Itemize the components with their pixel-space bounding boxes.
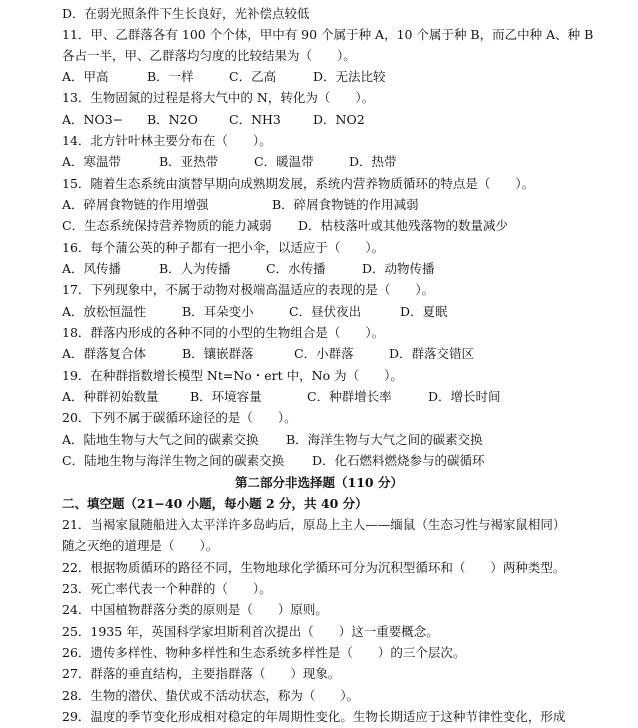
q13-option-a[interactable]: A．NO3−: [62, 112, 124, 127]
q24-text: 24．中国植物群落分类的原则是（ ）原则。: [62, 602, 328, 617]
q11-option-d[interactable]: D．无法比较: [313, 69, 386, 84]
q20-option-d[interactable]: D．化石燃料燃烧参与的碳循环: [312, 453, 485, 468]
q15-option-d[interactable]: D．枯枝落叶或其他残落物的数量减少: [298, 218, 509, 233]
q12-option-d: D．在弱光照条件下生长良好，光补偿点较低: [62, 6, 310, 21]
q17-option-a[interactable]: A．放松恒温性: [62, 304, 147, 319]
q14-option-d[interactable]: D．热带: [349, 154, 397, 169]
q18-option-d[interactable]: D．群落交错区: [389, 346, 475, 361]
q15-text: 15．随着生态系统由演替早期向成熟期发展，系统内营养物质循环的特点是（ ）。: [62, 176, 535, 191]
q20-option-c[interactable]: C．陆地生物与海洋生物之间的碳素交换: [62, 453, 285, 468]
q16-option-c[interactable]: C．水传播: [266, 261, 326, 276]
q14-option-a[interactable]: A．寒温带: [62, 154, 122, 169]
q17-option-b[interactable]: B．耳朵变小: [182, 304, 254, 319]
q27-text: 27．群落的垂直结构，主要指群落（ ）现象。: [62, 666, 341, 681]
q14-text: 14．北方针叶林主要分布在（ ）。: [62, 133, 272, 148]
q19-option-c[interactable]: C．种群增长率: [307, 389, 392, 404]
q20-option-a[interactable]: A．陆地生物与大气之间的碳素交换: [62, 432, 259, 447]
q21-text-line2: 随之灭绝的道理是（ ）。: [62, 538, 219, 553]
q13-text: 13．生物固氮的过程是将大气中的 N，转化为（ ）。: [62, 90, 375, 105]
q18-text: 18．群落内形成的各种不同的小型的生物组合是（ ）。: [62, 325, 385, 340]
q18-option-a[interactable]: A．群落复合体: [62, 346, 147, 361]
q17-option-d[interactable]: D．夏眠: [400, 304, 448, 319]
q15-option-c[interactable]: C．生态系统保持营养物质的能力减弱: [62, 218, 272, 233]
q15-option-a[interactable]: A．碎屑食物链的作用增强: [62, 197, 209, 212]
q13-option-b[interactable]: B．N2O: [147, 112, 198, 127]
q15-option-b[interactable]: B．碎屑食物链的作用减弱: [272, 197, 419, 212]
q22-text: 22．根据物质循环的路径不同，生物地球化学循环可分为沉积型循环和（ ）两种类型。: [62, 560, 566, 575]
q16-option-a[interactable]: A．风传播: [62, 261, 122, 276]
q16-option-d[interactable]: D．动物传播: [362, 261, 435, 276]
q29-text: 29．温度的季节变化形成相对稳定的年周期性变化。生物长期适应于这种节律性变化，形成: [62, 709, 566, 724]
q19-option-b[interactable]: B．环境容量: [190, 389, 262, 404]
q19-option-d[interactable]: D．增长时间: [428, 389, 501, 404]
q16-option-b[interactable]: B．人为传播: [159, 261, 231, 276]
part-two-title: 第二部分非选择题（110 分）: [235, 475, 403, 490]
q25-text: 25．1935 年，英国科学家坦斯利首次提出（ ）这一重要概念。: [62, 624, 439, 639]
q11-text-line2: 各占一半，甲、乙群落均匀度的比较结果为（ ）。: [62, 48, 356, 63]
q21-text-line1: 21．当褐家鼠随船进入太平洋许多岛屿后，原岛上主人——缅鼠（生态习性与褐家鼠相同）: [62, 517, 566, 532]
q19-text: 19．在种群指数增长模型 Nt=No・ert 中，No 为（ ）。: [62, 368, 403, 383]
q26-text: 26．遗传多样性、物种多样性和生态系统多样性是（ ）的三个层次。: [62, 645, 466, 660]
q11-option-c[interactable]: C．乙高: [229, 69, 277, 84]
q18-option-b[interactable]: B．镶嵌群落: [182, 346, 254, 361]
fill-in-section-title: 二、填空题（21−40 小题，每小题 2 分，共 40 分）: [62, 496, 368, 511]
q13-option-c[interactable]: C．NH3: [229, 112, 281, 127]
q23-text: 23．死亡率代表一个种群的（ ）。: [62, 581, 272, 596]
q20-text: 20．下列不属于碳循环途径的是（ ）。: [62, 410, 297, 425]
q28-text: 28．生物的潜伏、蛰伏或不活动状态，称为（ ）。: [62, 688, 360, 703]
q16-text: 16．每个蒲公英的种子都有一把小伞，以适应于（ ）。: [62, 240, 385, 255]
q17-option-c[interactable]: C．昼伏夜出: [289, 304, 362, 319]
q18-option-c[interactable]: C．小群落: [294, 346, 354, 361]
q19-option-a[interactable]: A．种群初始数量: [62, 389, 159, 404]
q14-option-c[interactable]: C．暖温带: [254, 154, 314, 169]
q11-option-b[interactable]: B．一样: [147, 69, 194, 84]
q11-option-a[interactable]: A．甲高: [62, 69, 109, 84]
q20-option-b[interactable]: B．海洋生物与大气之间的碳素交换: [286, 432, 483, 447]
q17-text: 17．下列现象中，不属于动物对极端高温适应的表现的是（ ）。: [62, 282, 435, 297]
q13-option-d[interactable]: D．NO2: [313, 112, 365, 127]
q11-text-line1: 11．甲、乙群落各有 100 个个体，甲中有 90 个属于种 A，10 个属于种 B，而乙中种 A、种 B: [62, 27, 594, 42]
q14-option-b[interactable]: B．亚热带: [159, 154, 219, 169]
